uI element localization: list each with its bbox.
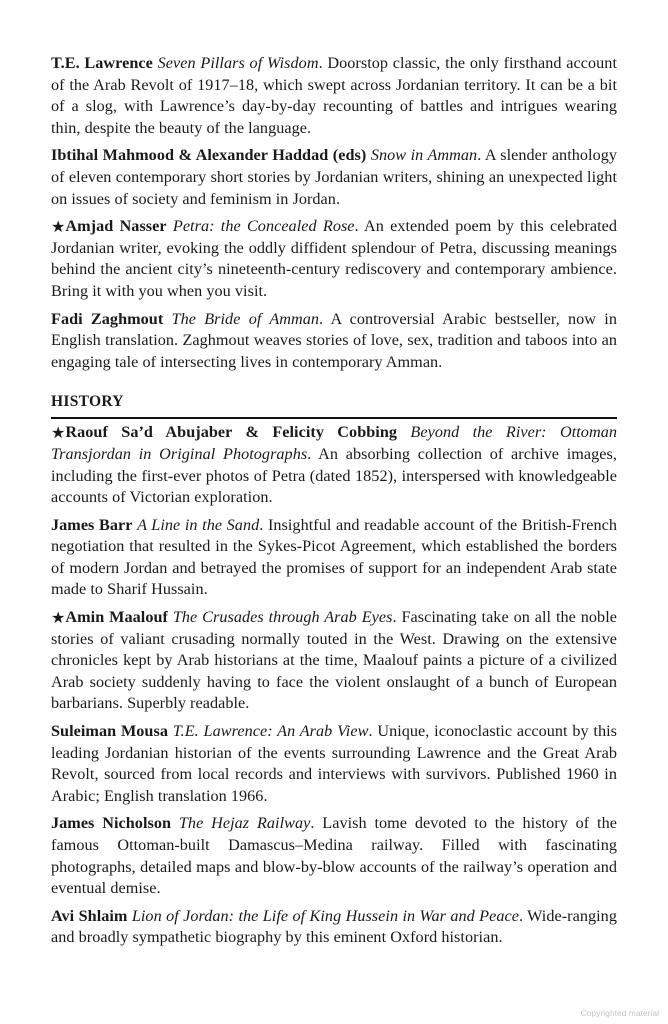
book-entry-recommended — [51, 422, 617, 508]
book-entry — [51, 721, 617, 807]
entry-description: . A controversial Arabic bestseller, now in English translation. Zaghmout weaves stories of love, sex, tradition and taboos into an engaging tale of intersecting lives in contemporary Amman. — [51, 309, 617, 371]
star-icon: ★ — [51, 219, 66, 237]
entry-author: Amin Maalouf — [65, 608, 168, 627]
book-entry — [51, 53, 617, 139]
section-rule — [51, 417, 617, 419]
entry-author: Ibtihal Mahmood & Alexander Haddad (eds) — [51, 146, 367, 165]
entry-description: . Fascinating take on all the noble stories of valiant crusading normally touted in the West. Drawing on the extensive chronicles kept by Arab historians at the time, Maalouf paints a picture of a civilized Arab society suddenly having to face the violent onslaught of a bunch of European barbarians. Superbly readable. — [51, 608, 617, 713]
entry-title: A Line in the Sand — [137, 515, 260, 534]
entry-title: T.E. Lawrence: An Arab View — [172, 722, 369, 741]
book-entry — [51, 309, 617, 374]
entry-description: . A slender anthology of eleven contemporary short stories by Jordanian writers, shining an unexpected light on issues of society and feminism in Jordan. — [51, 146, 618, 208]
entry-author: Suleiman Mousa — [51, 722, 168, 741]
entry-title: The Crusades through Arab Eyes — [172, 608, 393, 627]
entry-description: . An extended poem by this celebrated Jordanian writer, evoking the oddly diffident splendour of Petra, discussing meanings behind the ancient city’s nineteenth-century rediscovery and contemporary ambience. Bring it with you when you visit. — [51, 217, 617, 300]
entry-description: . Doorstop classic, the only firsthand account of the Arab Revolt of 1917–18, which swept across Jordanian territory. It can be a bit of a slog, with Lawrence’s day-by-day recounting of battles and intrigues wearing thin, despite the beauty of the language. — [51, 54, 617, 137]
entry-title: Snow in Amman — [370, 146, 478, 165]
entry-title: Beyond the River: Ottoman Transjordan in Original Photographs — [51, 423, 617, 463]
entry-title: The Bride of Amman — [171, 309, 320, 328]
entry-author: Amjad Nasser — [65, 217, 167, 236]
copyright-watermark: Copyrighted material — [580, 1008, 659, 1018]
history-section — [51, 391, 617, 949]
book-entry-recommended — [51, 216, 617, 302]
entry-title: Seven Pillars of Wisdom — [157, 54, 319, 72]
entry-title: Petra: the Concealed Rose — [172, 217, 355, 236]
entry-author: Raouf Sa’d Abujaber & Felicity Cobbing — [65, 423, 398, 442]
book-page — [51, 53, 617, 955]
entry-description: . Lavish tome devoted to the history of the famous Ottoman-built Damascus–Medina railway. Filled with fascinating photographs, detailed maps and blow-by-blow accounts of the railway’s operation and eventual demise. — [51, 814, 617, 898]
book-entry-recommended — [51, 607, 617, 715]
literature-list — [51, 53, 617, 373]
entry-author: Avi Shlaim — [51, 906, 128, 925]
entry-author: James Nicholson — [51, 814, 172, 833]
entry-author: James Barr — [51, 515, 133, 534]
book-entry — [51, 813, 617, 899]
entry-description: . Insightful and readable account of the British-French negotiation that resulted in the Sykes-Picot Agreement, which established the borders of modern Jordan and betrayed the promises of support for an independent Arab state made to Sharif Hussain. — [51, 515, 617, 599]
entry-title: The Hejaz Railway — [178, 814, 311, 833]
book-entry — [51, 145, 617, 210]
section-heading: HISTORY — [51, 393, 124, 411]
book-entry — [51, 906, 617, 949]
star-icon: ★ — [51, 610, 66, 628]
star-icon: ★ — [51, 425, 66, 443]
entry-author: Fadi Zaghmout — [51, 309, 164, 328]
entry-title: Lion of Jordan: the Life of King Hussein in War and Peace — [131, 906, 519, 925]
entry-description: . Wide-ranging and broadly sympathetic biography by this eminent Oxford historian. — [51, 906, 617, 947]
book-entry — [51, 515, 617, 601]
entry-description: . Unique, iconoclastic account by this leading Jordanian historian of the events surrounding Lawrence and the Great Arab Revolt, sourced from local records and interviews with survivors. Published 1960 in Arabic; English translation 1966. — [51, 722, 617, 805]
entry-description: . An absorbing collection of archive images, including the first-ever photos of Petra (dated 1852), interspersed with knowledgeable accounts of Victorian exploration. — [51, 444, 617, 507]
entry-author: T.E. Lawrence — [51, 54, 153, 72]
